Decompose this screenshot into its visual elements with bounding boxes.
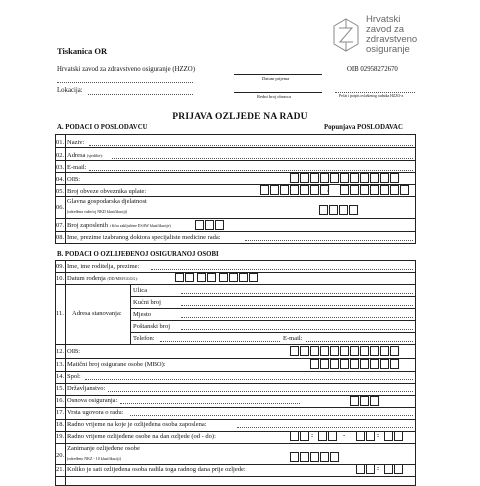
location-label: Lokacija: <box>57 87 83 94</box>
occupation-code-boxes[interactable] <box>290 452 340 463</box>
row-13-label: Matični broj osigurane osobe (MBO): <box>67 361 166 368</box>
registration-number-line <box>234 92 322 93</box>
row-divider <box>55 383 416 384</box>
contract-type-field[interactable] <box>130 415 413 416</box>
employer-name-field[interactable] <box>89 145 413 146</box>
row-21-number: 21. <box>56 466 65 473</box>
row-06-label: Glavna gospodarska djelatnost <box>67 198 147 205</box>
row-13-number: 13. <box>56 361 65 368</box>
row-divider <box>55 231 416 232</box>
row-15-number: 15. <box>56 385 65 392</box>
row-14-label: Spol: <box>67 373 81 380</box>
logo-text-2: zavod za <box>366 24 405 35</box>
house-number-field[interactable] <box>181 305 413 306</box>
injured-email-field[interactable] <box>306 341 413 342</box>
logo-text-1: Hrvatski <box>366 14 401 25</box>
row-divider <box>55 284 416 285</box>
row-18-number: 18. <box>56 421 65 428</box>
row-19-label: Radno vrijeme ozlijeđene osobe na dan ozljede (od - do): <box>67 433 216 440</box>
row-07-label <box>67 222 171 229</box>
row-divider <box>130 320 416 321</box>
row-10-label <box>67 275 138 282</box>
phone-label: Telefon: <box>133 335 155 342</box>
row-11-label: Adresa stanovanja: <box>72 310 122 317</box>
date-received-line <box>234 74 322 75</box>
row-02-label-text: Adresa <box>67 152 86 159</box>
row-07-number: 07. <box>56 222 65 229</box>
row-divider <box>55 196 416 197</box>
row-06-number: 06. <box>56 204 65 211</box>
row-divider <box>55 407 416 408</box>
hours-worked-boxes[interactable] <box>356 464 406 475</box>
employer-email-field[interactable] <box>89 170 413 171</box>
row-05-number: 05. <box>56 188 65 195</box>
postal-code-label: Poštanski broj <box>133 323 171 330</box>
birth-date-boxes[interactable] <box>175 273 255 283</box>
shift-time-boxes[interactable] <box>290 431 410 442</box>
citizenship-field[interactable] <box>108 391 413 392</box>
logo-text-4: osiguranje <box>366 44 410 55</box>
street-label: Ulica <box>133 287 148 294</box>
row-divider <box>55 218 416 219</box>
row-07-label-text: Broj zaposlenih <box>67 222 108 229</box>
email-label: E-mail: <box>283 335 303 342</box>
date-received-caption: Datum prijema <box>262 76 290 81</box>
hours-worked-separator: : <box>377 465 380 472</box>
gender-field[interactable] <box>85 379 413 380</box>
mbo-boxes[interactable] <box>310 359 400 370</box>
row-03-number: 03. <box>56 164 65 171</box>
location-field[interactable] <box>88 94 193 95</box>
street-field[interactable] <box>181 293 413 294</box>
section-a-filler: Popunjava POSLODAVAC <box>324 124 403 131</box>
row-04-number: 04. <box>56 176 65 183</box>
employer-oib-boxes[interactable] <box>290 173 400 184</box>
row-divider <box>130 296 416 297</box>
section-b-num-divider <box>65 260 66 486</box>
time-sep-to: : <box>377 432 380 439</box>
row-01-label: Naziv: <box>67 139 85 146</box>
row-04-label: OIB: <box>67 176 80 183</box>
employees-count-boxes[interactable] <box>195 220 225 231</box>
row-08-label: Ime, prezime izabranog doktora specijaliste medicine rada: <box>67 234 221 241</box>
form-title: PRIJAVA OZLJEDE NA RADU <box>172 112 308 122</box>
time-sep-from: : <box>311 432 314 439</box>
row-05-label: Broj obveze obveznika uplate: <box>67 188 147 195</box>
insurance-basis-field[interactable] <box>120 403 300 404</box>
row-20-label: Zanimanje ozlijeđene osobe <box>67 445 140 452</box>
row-02-note: (sjedište): <box>87 153 103 158</box>
range-separator: - <box>343 432 346 439</box>
phone-field[interactable] <box>160 341 280 342</box>
row-divider <box>55 476 416 477</box>
logo-text-3: zdravstveno <box>366 34 418 45</box>
row-20-number: 20. <box>56 452 65 459</box>
row-03-label: E-mail: <box>67 164 87 171</box>
row-divider <box>130 308 416 309</box>
row-02-label <box>67 152 103 159</box>
insurance-basis-boxes[interactable] <box>350 396 380 406</box>
row-10-label-text: Datum rođenja <box>67 275 106 282</box>
row-17-label: Vrsta ugovora o radu: <box>67 409 124 416</box>
institution-name: Hrvatski zavod za zdravstveno osiguranje (HZZO) <box>57 66 195 73</box>
working-hours-field[interactable] <box>237 427 413 428</box>
row-08-number: 08. <box>56 234 65 241</box>
row-02-number: 02. <box>56 152 65 159</box>
row-20-note: (određeno NKZ - 10 klasifikaciji) <box>67 456 121 461</box>
row-14-number: 14. <box>56 373 65 380</box>
row-12-label: OIB: <box>67 348 80 355</box>
row-07-note: i šifra zaključene ESAW klasifikacije) <box>109 223 171 228</box>
row-divider <box>55 443 416 444</box>
section-a-title: A. PODACI O POSLODAVCU <box>57 124 148 131</box>
form-code: Tiskanica OR <box>57 46 108 56</box>
row-01-number: 01. <box>56 139 65 146</box>
registration-number-caption: Redni broj obrasca <box>257 94 291 99</box>
row-17-number: 17. <box>56 409 65 416</box>
row-21-label: Koliko je sati ozlijeđena osoba radila toga radnog dana prije ozljede: <box>67 466 246 473</box>
injured-oib-boxes[interactable] <box>290 346 400 357</box>
row-11-number: 11. <box>56 310 64 317</box>
row-16-number: 16. <box>56 397 65 404</box>
section-a-num-divider <box>65 134 66 244</box>
row-10-note: (DD/MM/GGGG): <box>107 276 138 281</box>
occupational-doctor-field[interactable] <box>245 240 413 241</box>
house-number-label: Kućni broj <box>133 299 161 306</box>
row-15-label: Državljanstvo: <box>67 385 106 392</box>
injured-name-field[interactable] <box>151 269 413 270</box>
row-19-number: 19. <box>56 433 65 440</box>
row-10-number: 10. <box>56 275 65 282</box>
row-divider <box>55 344 416 345</box>
city-field[interactable] <box>181 317 413 318</box>
hzzo-oib: OIB 02958272670 <box>347 66 398 73</box>
row-12-number: 12. <box>56 348 65 355</box>
stamp-caption: Pečat i potpis ovlaštenog radnika HZZO-a <box>339 94 404 98</box>
obligation-number-boxes[interactable] <box>260 185 410 196</box>
employer-address-field[interactable] <box>112 158 413 159</box>
row-divider <box>55 419 416 420</box>
hzzo-logo <box>333 18 359 52</box>
institution-dotted-line <box>57 82 193 83</box>
row-18-label: Radno vrijeme na koje je ozlijeđena osoba zaposlena: <box>67 421 207 428</box>
stamp-line <box>335 92 415 93</box>
postal-code-field[interactable] <box>181 329 413 330</box>
row-divider <box>130 332 416 333</box>
row-06-note: (određena važećoj NKD klasifikaciji) <box>67 209 128 214</box>
row-09-number: 09. <box>56 263 65 270</box>
address-label-divider <box>130 284 131 344</box>
row-09-label: Ime, ime roditelja, prezime: <box>67 263 140 270</box>
city-label: Mjesto <box>133 311 152 318</box>
row-divider <box>55 371 416 372</box>
activity-code-boxes[interactable] <box>319 205 359 216</box>
row-16-label: Osnova osiguranja: <box>67 397 118 404</box>
obligation-separator: / <box>327 187 329 194</box>
row-divider <box>55 160 416 161</box>
section-b-title: B. PODACI O OZLIJEĐENOJ OSIGURANOJ OSOBI <box>57 251 219 258</box>
row-divider <box>55 147 416 148</box>
